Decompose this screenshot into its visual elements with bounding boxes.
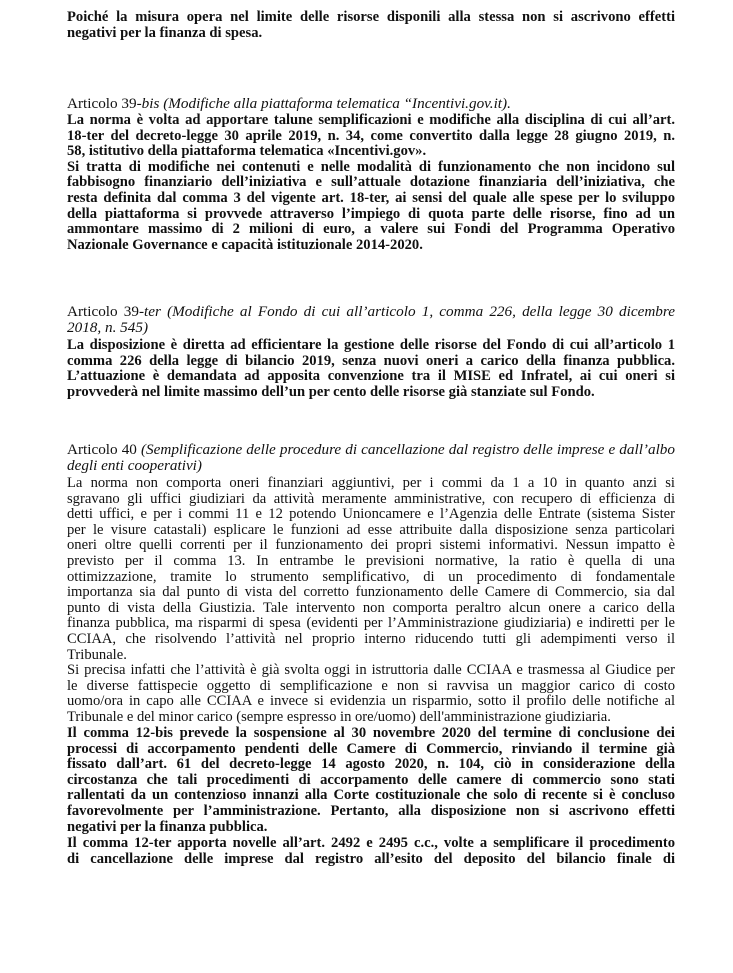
art40-p1-line: sgravano gli uffici giudiziari da attività meramente amministrative, con recupero di efficienza di <box>67 490 675 507</box>
art39ter-heading-line2: 2018, n. 545) <box>67 319 148 336</box>
art39ter-heading-prefix: Articolo 39- <box>67 303 145 320</box>
art40-p1-line: previsto per il comma 13. In entrambe le previsioni normative, la ratio è quella di una <box>67 552 675 569</box>
art39bis-line: Si tratta di modifiche nei contenuti e nelle modalità di funzionamento che non incidono sul <box>67 158 675 175</box>
art40-p1-line: detti uffici, e per i commi 11 e 12 potendo Unioncamere e l’Agenzia delle Entrate (sistema Sister <box>67 506 675 523</box>
art40-paragraph-1 <box>67 476 675 663</box>
art40-p2-line: Si precisa infatti che l’attività è già svolta oggi in istruttoria dalle CCIAA e trasmessa al Giudice per <box>67 662 675 678</box>
art39ter-body <box>67 338 675 400</box>
art40-paragraph-2 <box>67 663 675 725</box>
art39bis-line: La norma è volta ad apportare talune semplificazioni e modifiche alla disciplina di cui all’art. <box>67 112 675 128</box>
art40-heading-line2: degli enti cooperativi) <box>67 457 202 474</box>
art39bis-line: 58, istitutivo della piattaforma telematica «Incentivi.gov». <box>67 143 427 160</box>
intro-line-1: Poiché la misura opera nel limite delle risorse disponili alla stessa non si ascrivono effetti <box>67 9 675 25</box>
art39bis-heading <box>67 96 675 112</box>
art40-p3-line: processi di accorpamento pendenti delle Camere di Commercio, rinviando il termine già <box>67 740 675 757</box>
art40-p2-line: Tribunale e del minor carico (sempre espresso in ore/uomo) dell'amministrazione giudiziaria. <box>67 708 611 725</box>
art39ter-line: La disposizione è diretta ad efficientare la gestione delle risorse del Fondo di cui all’articolo 1 <box>67 337 675 353</box>
art39bis-line: resta definita dal comma 3 del vigente art. 18-ter, ai sensi del quale alle spese per lo sviluppo <box>67 189 675 206</box>
art40-p1-line: importanza sia dal punto di vista del corretto funzionamento delle Camere di Commercio, sia dal <box>67 584 675 601</box>
art40-p1-line: ottimizzazione, tramite lo strumento semplificativo, di un procedimento di fondamentale <box>67 568 675 585</box>
art39bis-line: 18-ter del decreto-legge 30 aprile 2019, n. 34, come convertito dalla legge 28 giugno 2019, n. <box>67 127 675 144</box>
art39ter-line: comma 226 della legge di bilancio 2019, senza nuovi oneri a carico della finanza pubblica. <box>67 352 675 369</box>
art40-p3-line: rallentati da un contenzioso innanzi alla Corte costituzionale che solo di recente si è concluso <box>67 787 675 804</box>
art39bis-heading-title: (Modifiche alla piattaforma telematica “Incentivi.gov.it). <box>159 95 511 112</box>
art40-p1-line: per le visure catastali) esplicare le funzioni ad esse attribuite dalla disposizione senza particolari <box>67 521 675 538</box>
art40-p3-line: favorevolmente per l’amministrazione. Pertanto, alla disposizione non si ascrivono effetti <box>67 802 675 819</box>
art40-p4-line: Il comma 12-ter apporta novelle all’art. 2492 e 2495 c.c., volte a semplificare il procedimento <box>67 835 675 851</box>
art39bis-heading-bis: bis <box>141 95 160 112</box>
art40-heading-prefix: Articolo 40 <box>67 441 141 458</box>
art40-p3-line: Il comma 12-bis prevede la sospensione al 30 novembre 2020 del termine di conclusione dei <box>67 725 675 741</box>
art40-p3-line: circostanza che tali procedimenti di accorpamento delle camere di commercio sono stati <box>67 771 675 788</box>
art40-paragraph-4 <box>67 836 675 867</box>
art40-p1-line: Tribunale. <box>67 646 127 663</box>
art40-p2-line: uomo/ora in capo alle CCIAA e invece si evidenzia un risparmio, sotto il profilo delle notifiche al <box>67 693 675 710</box>
art39ter-heading-line1: ter (Modifiche al Fondo di cui all’articolo 1, comma 226, della legge 30 dicembre <box>144 303 675 320</box>
art39bis-line: fabbisogno finanziario dell’iniziativa e sull’attuale dotazione finanziaria dell’iniziativa, che <box>67 174 675 191</box>
intro-line-2: negativi per la finanza di spesa. <box>67 24 263 41</box>
art40-p4-line: di cancellazione delle imprese dal registro all’esito del deposito del bilancio finale di <box>67 850 675 867</box>
art40-p1-line: CCIAA, che risolvendo l’attività nel proprio interno riducendo tutti gli adempimenti verso il <box>67 630 675 647</box>
art40-p1-line: finanza pubblica, ma risparmi di spesa (evidenti per l’Amministrazione giudiziaria) e indiretti per le <box>67 615 675 632</box>
art40-heading-line1: (Semplificazione delle procedure di cancellazione dal registro delle imprese e dall’albo <box>140 441 675 458</box>
art40-p1-line: La norma non comporta oneri finanziari aggiuntivi, per i commi da 1 a 10 in quanto anzi si <box>67 475 675 491</box>
art39bis-heading-prefix: Articolo 39- <box>67 95 142 112</box>
art40-heading <box>67 442 675 474</box>
art39bis-line: Nazionale Governance e capacità istituzionale 2014-2020. <box>67 236 423 253</box>
intro-paragraph <box>67 10 675 41</box>
art40-p3-line: fissato dall’art. 61 del decreto-legge 14 agosto 2020, n. 104, ciò in considerazione della <box>67 756 675 773</box>
art40-p1-line: oneri oltre quelli correnti per il funzionamento dei propri sistemi informativi. Nessun impatto è <box>67 537 675 554</box>
art40-paragraph-3 <box>67 726 675 835</box>
art40-p2-line: le diverse fattispecie oggetto di semplificazione e non si ravvisa un maggior carico di costo <box>67 677 675 694</box>
art39bis-line: ammontare massimo di 2 milioni di euro, a valere sui Fondi del Programma Operativo <box>67 221 675 238</box>
art39ter-line: provvederà nel limite massimo dell’un per cento delle risorse già stanziate sul Fondo. <box>67 383 595 400</box>
art39ter-heading <box>67 304 675 336</box>
art39bis-line: della piattaforma si provvede attraverso l’impiego di quota parte delle risorse, fino ad un <box>67 205 675 222</box>
art40-p3-line: negativi per la finanza pubblica. <box>67 818 268 835</box>
art40-p1-line: punto di vista della Giustizia. Tale intervento non comporta peraltro alcun onere a carico della <box>67 599 675 616</box>
art39ter-line: L’attuazione è demandata ad apposita convenzione tra il MISE ed Infratel, ai cui oneri si <box>67 368 675 385</box>
art39bis-body <box>67 113 675 253</box>
